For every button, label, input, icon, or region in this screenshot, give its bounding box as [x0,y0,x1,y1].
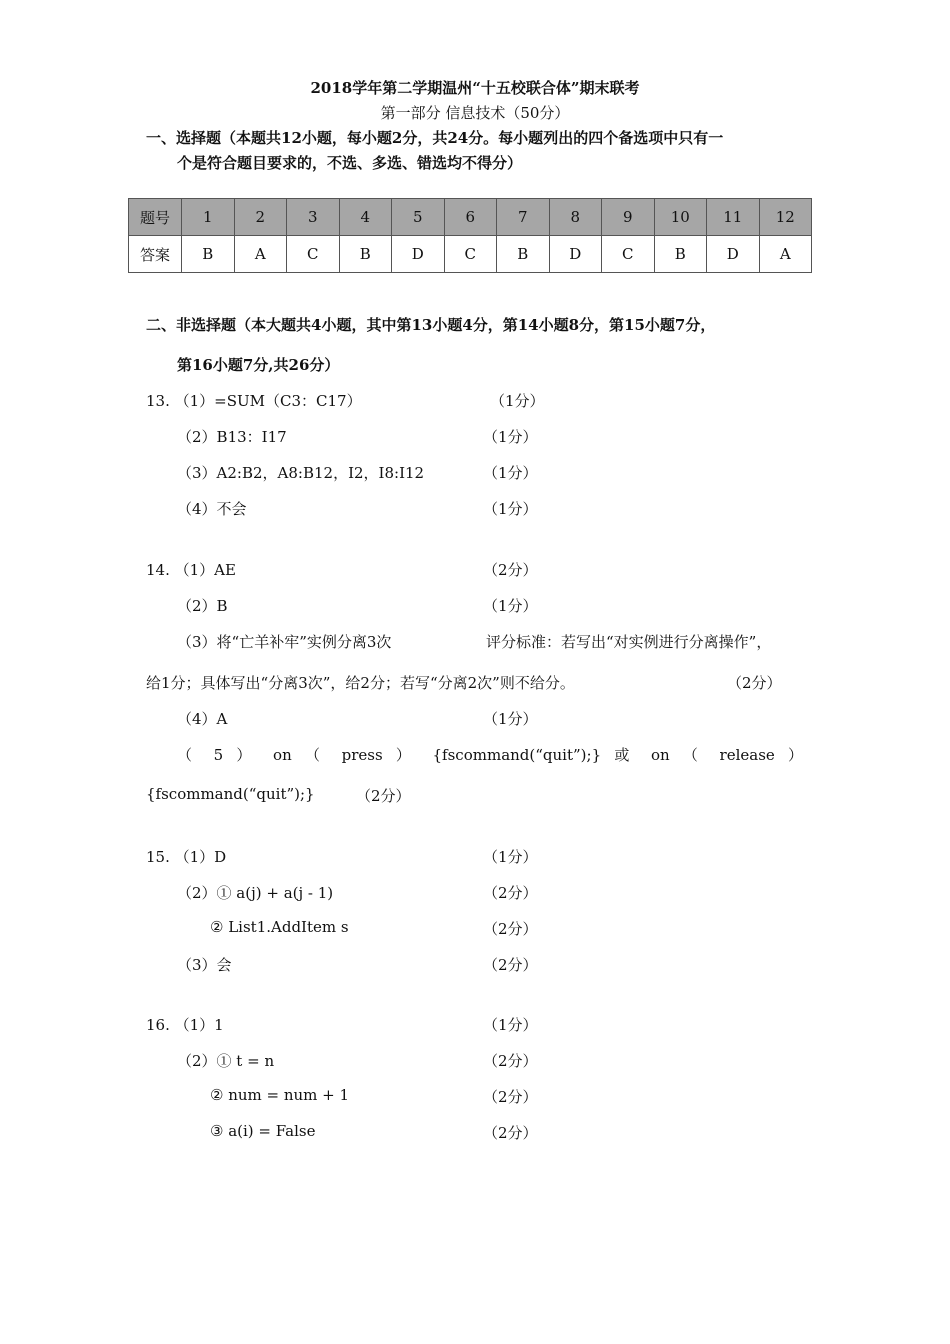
section1-heading-line2: 个是符合题目要求的，不选、多选、错选均不得分） [177,154,523,172]
answer-cell: B [654,236,707,273]
question-number: 6 [444,199,497,236]
q15-item2: （2）① a(j) + a(j - 1) [177,884,334,902]
q15-item1: 15. （1）D [146,848,227,866]
q13-item2-score: （1分） [483,428,538,446]
q13-item4: （4）不会 [177,500,247,518]
q14-item1: 14. （1）AE [146,561,236,579]
answer-cell: B [339,236,392,273]
q14-item3-criteria-cont: 给1分；具体写出“分离3次”，给2分；若写“分离2次”则不给分。 [146,674,575,692]
q16-item1: 16. （1）1 [146,1016,224,1034]
q14-item5-line1: （ 5 ） on （ press ） {fscommand(“quit”);} 或 on （ release ） [177,746,803,764]
answer-cell: D [549,236,602,273]
document-title: 2018学年第二学期温州“十五校联合体”期末联考 [310,79,640,97]
q16-item1-score: （1分） [483,1016,538,1034]
q16-item2b: ② num = num + 1 [210,1086,350,1104]
answer-row-label: 答案 [129,236,182,273]
q16-item2c-score: （2分） [483,1124,538,1142]
q15-item2-score: （2分） [483,884,538,902]
q14-item5-score: （2分） [356,787,411,805]
question-number: 10 [654,199,707,236]
q16-item2c: ③ a(i) = False [210,1122,316,1140]
q13-item1-score: （1分） [490,392,545,410]
answer-table-answer-row [129,236,812,273]
answer-cell: C [287,236,340,273]
q13-item2: （2）B13：I17 [177,428,287,446]
q14-item3: （3）将“亡羊补牢”实例分离3次 [177,633,392,651]
question-number: 1 [182,199,235,236]
answer-cell: D [392,236,445,273]
q14-item2-score: （1分） [483,597,538,615]
answer-cell: B [182,236,235,273]
q16-item2-score: （2分） [483,1052,538,1070]
question-number: 8 [549,199,602,236]
answer-table [128,198,812,273]
answer-cell: A [234,236,287,273]
q14-item3-criteria: 评分标准：若写出“对实例进行分离操作”， [486,633,772,651]
q14-item4: （4）A [177,710,228,728]
question-number: 9 [602,199,655,236]
q13-item3: （3）A2:B2，A8:B12，I2，I8:I12 [177,464,425,482]
answer-cell: B [497,236,550,273]
q15-item3-score: （2分） [483,956,538,974]
question-number: 12 [759,199,812,236]
answer-cell: A [759,236,812,273]
answer-cell: D [707,236,760,273]
question-number: 3 [287,199,340,236]
section2-heading-line2: 第16小题7分,共26分） [177,356,340,374]
section1-heading-line1: 一、选择题（本题共12小题，每小题2分，共24分。每小题列出的四个备选项中只有一 [146,129,724,147]
q15-item3: （3）会 [177,956,232,974]
q16-item2b-score: （2分） [483,1088,538,1106]
section2-heading-line1: 二、非选择题（本大题共4小题，其中第13小题4分，第14小题8分，第15小题7分， [146,316,716,334]
q13-item4-score: （1分） [483,500,538,518]
answer-cell: C [444,236,497,273]
answer-table-question-row [129,199,812,236]
question-number: 11 [707,199,760,236]
question-row-label: 题号 [129,199,182,236]
q16-item2: （2）① t = n [177,1052,275,1070]
question-number: 4 [339,199,392,236]
question-number: 2 [234,199,287,236]
document-subtitle: 第一部分 信息技术（50分） [380,104,570,122]
q14-item1-score: （2分） [483,561,538,579]
q13-item1: 13. （1）=SUM（C3：C17） [146,392,362,410]
answer-cell: C [602,236,655,273]
question-number: 5 [392,199,445,236]
q15-item1-score: （1分） [483,848,538,866]
q14-item3-score: （2分） [727,674,782,692]
q15-item2b-score: （2分） [483,920,538,938]
q14-item2: （2）B [177,597,228,615]
q14-item5-line2: {fscommand(“quit”);} [146,785,315,803]
question-number: 7 [497,199,550,236]
q13-item3-score: （1分） [483,464,538,482]
q15-item2b: ② List1.AddItem s [210,918,349,936]
q14-item4-score: （1分） [483,710,538,728]
